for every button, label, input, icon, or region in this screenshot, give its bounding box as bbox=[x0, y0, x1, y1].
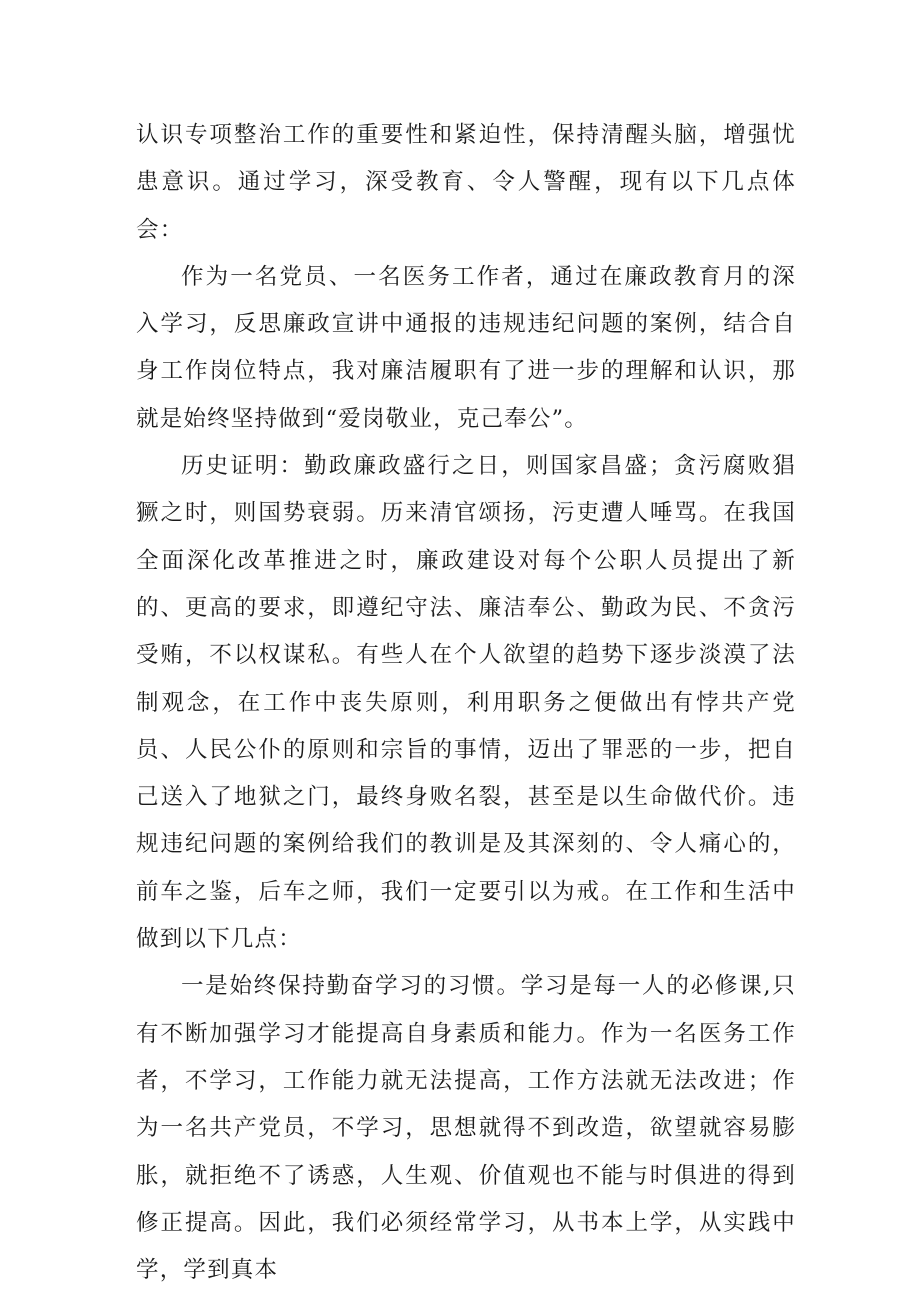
paragraph-1: 认识专项整治工作的重要性和紧迫性，保持清醒头脑，增强忧患意识。通过学习，深受教育、令人警醒，现有以下几点体会： bbox=[136, 122, 796, 243]
paragraph-4: 一是始终保持勤奋学习的习惯。学习是每一人的必修课,只有不断加强学习才能提高自身素质和能力。作为一名医务工作者，不学习，工作能力就无法提高，工作方法就无法改进；作为一名共产党员，不学习，思想就得不到改造，欲望就容易膨胀，就拒绝不了诱惑，人生观、价值观也不能与时俱进的得到修正提高。因此，我们必须经常学习，从书本上学，从实践中学，学到真本 bbox=[136, 973, 796, 1284]
paragraph-3: 历史证明：勤政廉政盛行之日，则国家昌盛；贪污腐败猖獗之时，则国势衰弱。历来清官颂扬，污吏遭人唾骂。在我国全面深化改革推进之时，廉政建设对每个公职人员提出了新的、更高的要求，即遵纪守法、廉洁奉公、勤政为民、不贪污受贿，不以权谋私。有些人在个人欲望的趋势下逐步淡漠了法制观念，在工作中丧失原则，利用职务之便做出有悖共产党员、人民公仆的原则和宗旨的事情，迈出了罪恶的一步，把自己送入了地狱之门，最终身败名裂，甚至是以生命做代价。违规违纪问题的案例给我们的教训是及其深刻的、令人痛心的，前车之鉴，后车之师，我们一定要引以为戒。在工作和生活中做到以下几点： bbox=[136, 453, 796, 953]
paragraph-2: 作为一名党员、一名医务工作者，通过在廉政教育月的深入学习，反思廉政宣讲中通报的违规违纪问题的案例，结合自身工作岗位特点，我对廉洁履职有了进一步的理解和认识，那就是始终坚持做到“爱岗敬业，克己奉公”。 bbox=[136, 263, 796, 432]
body-text bbox=[136, 112, 796, 1294]
